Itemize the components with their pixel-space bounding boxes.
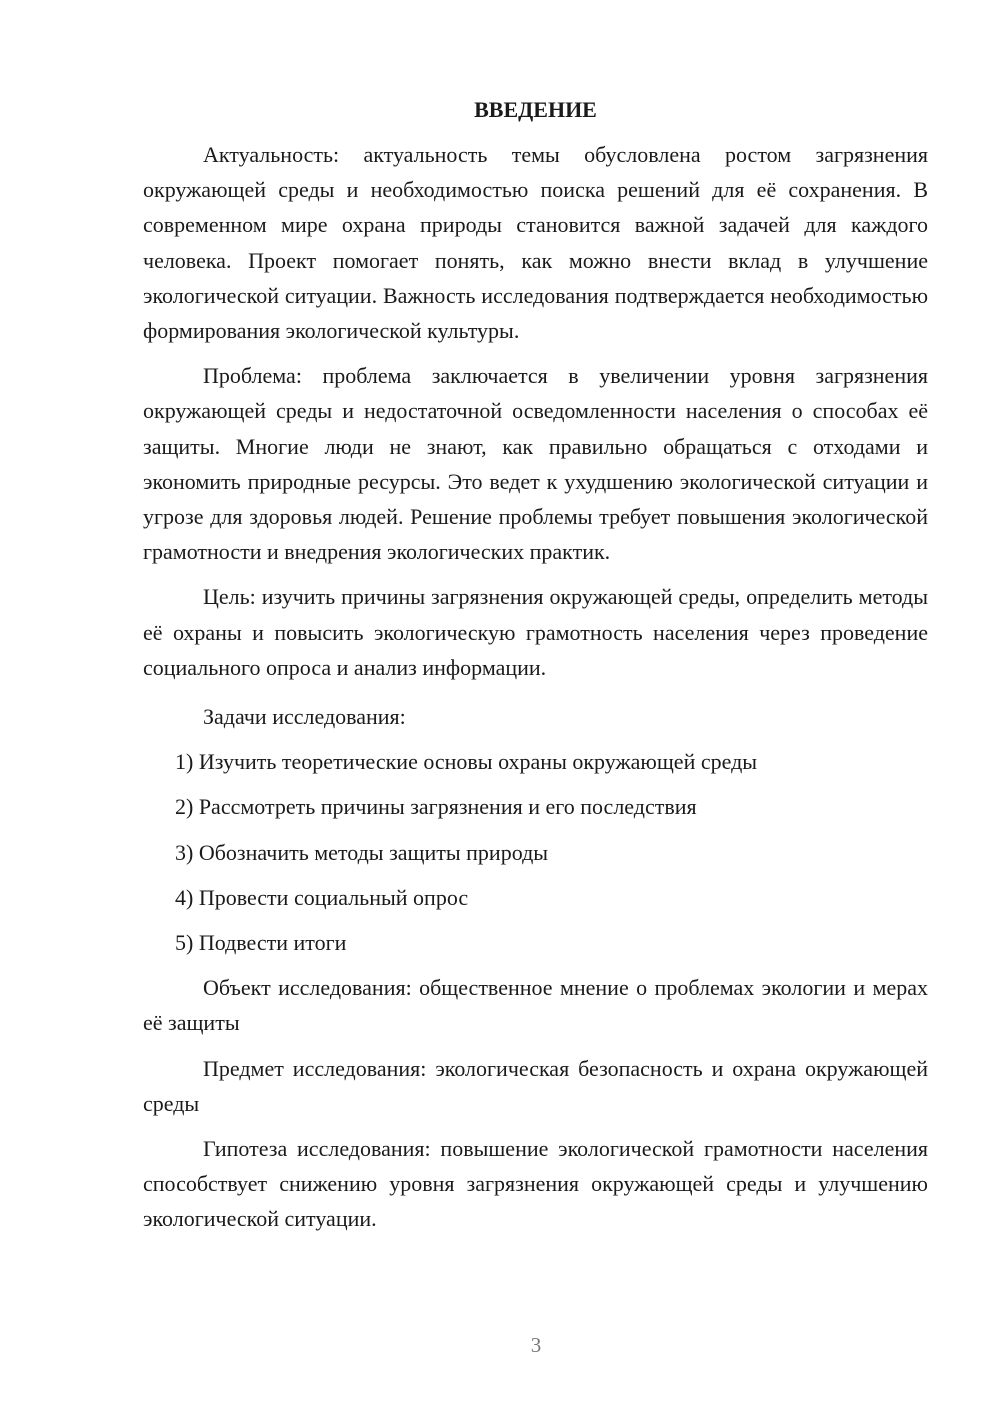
paragraph-hypothesis: Гипотеза исследования: повышение экологической грамотности населения способствует снижению уровня загрязнения окружающей среды и улучшению экологической ситуации. <box>143 1136 928 1232</box>
list-item: 2) Рассмотреть причины загрязнения и его последствия <box>175 794 697 820</box>
list-item: 1) Изучить теоретические основы охраны окружающей среды <box>175 749 758 775</box>
paragraph-relevance: Актуальность: актуальность темы обусловлена ростом загрязнения окружающей среды и необходимостью поиска решений для её сохранения. В современном мире охрана природы становится важной задачей для каждого человека. Проект помогает понять, как можно внести вклад в улучшение экологической ситуации. Важность исследования подтверждается необходимостью формирования экологической культуры. <box>143 142 928 344</box>
task-list <box>143 744 928 960</box>
list-item: 3) Обозначить методы защиты природы <box>175 839 549 865</box>
paragraph-goal: Цель: изучить причины загрязнения окружающей среды, определить методы её охраны и повысить экологическую грамотность населения через проведение социального опроса и анализ информации. <box>143 584 928 680</box>
paragraph-problem: Проблема: проблема заключается в увеличении уровня загрязнения окружающей среды и недостаточной осведомленности населения о способах её защиты. Многие люди не знают, как правильно обращаться с отходами и экономить природные ресурсы. Это ведет к ухудшению экологической ситуации и угрозе для здоровья людей. Решение проблемы требует повышения экологической грамотности и внедрения экологических практик. <box>143 363 928 565</box>
page-title: ВВЕДЕНИЕ <box>474 97 597 122</box>
tasks-title: Задачи исследования: <box>203 704 406 730</box>
paragraph-subject: Предмет исследования: экологическая безопасность и охрана окружающей среды <box>143 1055 928 1116</box>
list-item: 4) Провести социальный опрос <box>175 884 469 910</box>
document-page <box>143 95 928 1247</box>
paragraph-object: Объект исследования: общественное мнение о проблемах экологии и мерах её защиты <box>143 975 928 1036</box>
list-item: 5) Подвести итоги <box>175 930 347 956</box>
page-number: 3 <box>530 1333 542 1357</box>
